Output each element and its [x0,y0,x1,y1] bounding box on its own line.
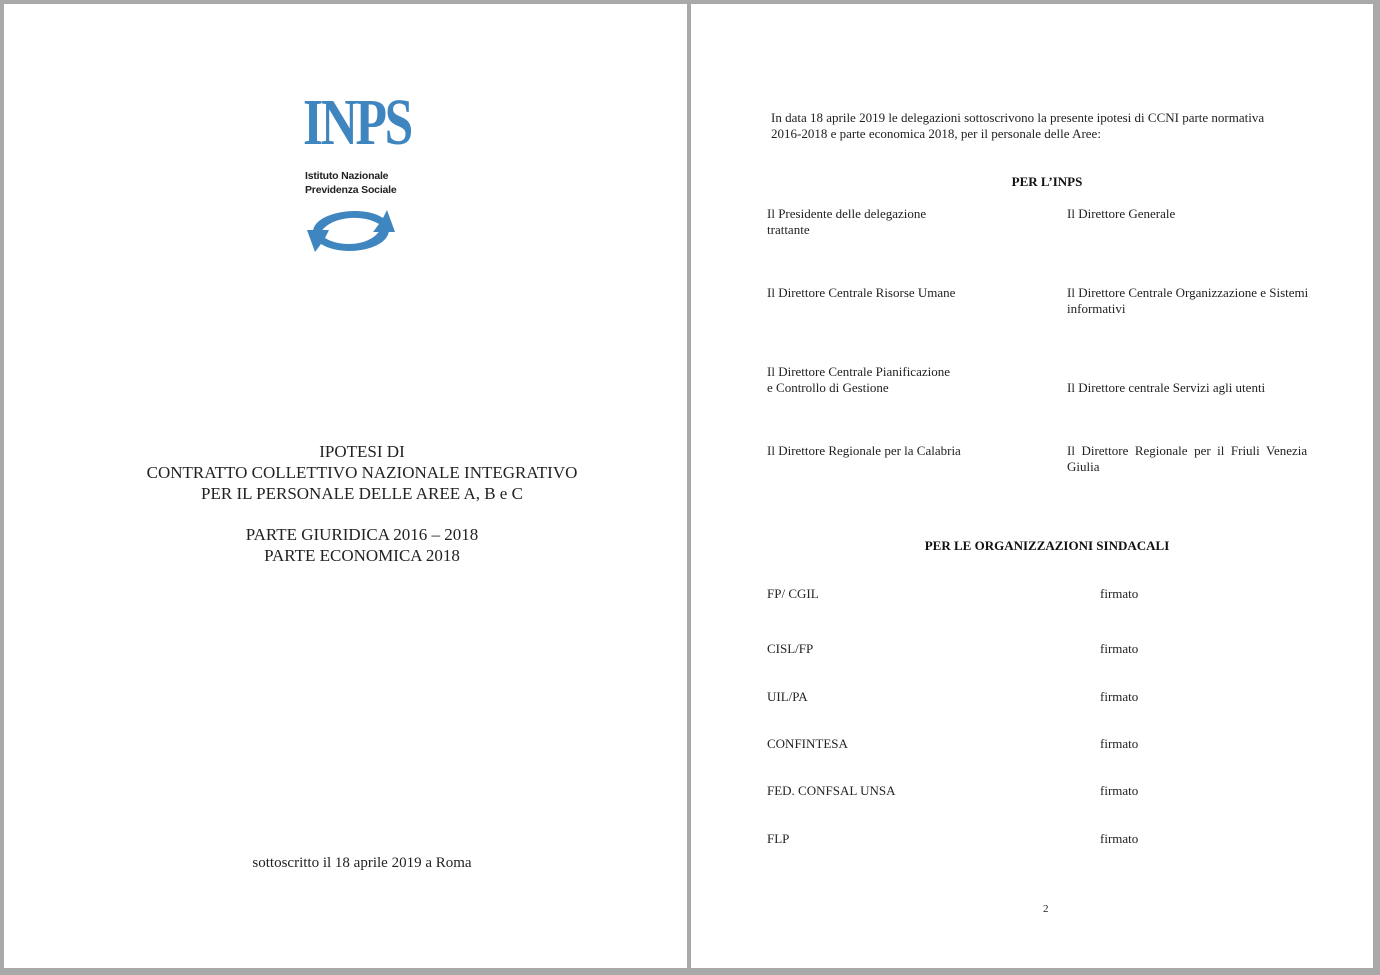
signatory-line: Giulia [1067,459,1100,474]
signatory-line: Il Direttore Regionale per il Friuli Venezia [1067,443,1308,458]
signatory-line: Il Direttore Generale [1067,206,1176,221]
union-status: firmato [1100,831,1139,846]
union-name: CONFINTESA [767,736,848,751]
union-status: firmato [1100,641,1139,656]
union-name: FP/ CGIL [767,586,819,601]
circular-arrows-icon [303,202,399,258]
union-name: FLP [767,831,790,846]
union-status: firmato [1100,689,1139,704]
signatory-line: Il Direttore Centrale Risorse Umane [767,285,956,300]
logo-line-2: Previdenza Sociale [305,184,397,196]
signatory [1067,285,1308,317]
union-status: firmato [1100,736,1139,751]
signatory [767,285,955,301]
title-line-5: PARTE ECONOMICA 2018 [264,546,460,565]
inps-logo [302,86,411,260]
title-line-1: IPOTESI DI [319,442,405,461]
signatory [1067,380,1265,396]
title-line-3: PER IL PERSONALE DELLE AREE A, B e C [201,484,523,503]
signatory [767,443,961,459]
cover-page [4,4,687,968]
signatory-line: Il Presidente delle delegazione [767,206,927,221]
signatory-line: e Controllo di Gestione [767,380,889,395]
signatory-line: trattante [767,222,810,237]
signatory-line: Il Direttore Regionale per la Calabria [767,443,961,458]
signatory-line: Il Direttore Centrale Organizzazione e Sistemi [1067,285,1309,300]
signatory [767,364,950,396]
intro-line-1: In data 18 aprile 2019 le delegazioni sottoscrivono la presente ipotesi di CCNI parte normativa [771,110,1265,125]
intro-paragraph [771,110,1351,142]
unions-heading: PER LE ORGANIZZAZIONI SINDACALI [924,538,1170,553]
logo-line-1: Istituto Nazionale [305,170,389,182]
union-status: firmato [1100,586,1139,601]
title-line-4: PARTE GIURIDICA 2016 – 2018 [245,525,479,544]
signatory [1067,443,1331,475]
signatory-line: Il Direttore Centrale Pianificazione [767,364,951,379]
signing-statement: sottoscritto il 18 aprile 2019 a Roma [252,855,472,871]
union-name: UIL/PA [767,689,808,704]
signatory-line: Il Direttore centrale Servizi agli utenti [1067,380,1266,395]
page-number: 2 [1043,903,1049,915]
document-title [4,441,720,566]
signatory [767,206,926,238]
inps-heading: PER L’INPS [1011,174,1083,189]
signatures-page [691,4,1373,968]
union-status: firmato [1100,783,1139,798]
intro-line-2: 2016-2018 e parte economica 2018, per il personale delle Aree: [771,126,1101,141]
logo-wordmark: INPS [303,86,411,159]
union-name: FED. CONFSAL UNSA [767,783,896,798]
signatory [1067,206,1175,222]
union-name: CISL/FP [767,641,814,656]
signatory-line: informativi [1067,301,1126,316]
title-line-2: CONTRATTO COLLETTIVO NAZIONALE INTEGRATIVO [146,463,578,482]
